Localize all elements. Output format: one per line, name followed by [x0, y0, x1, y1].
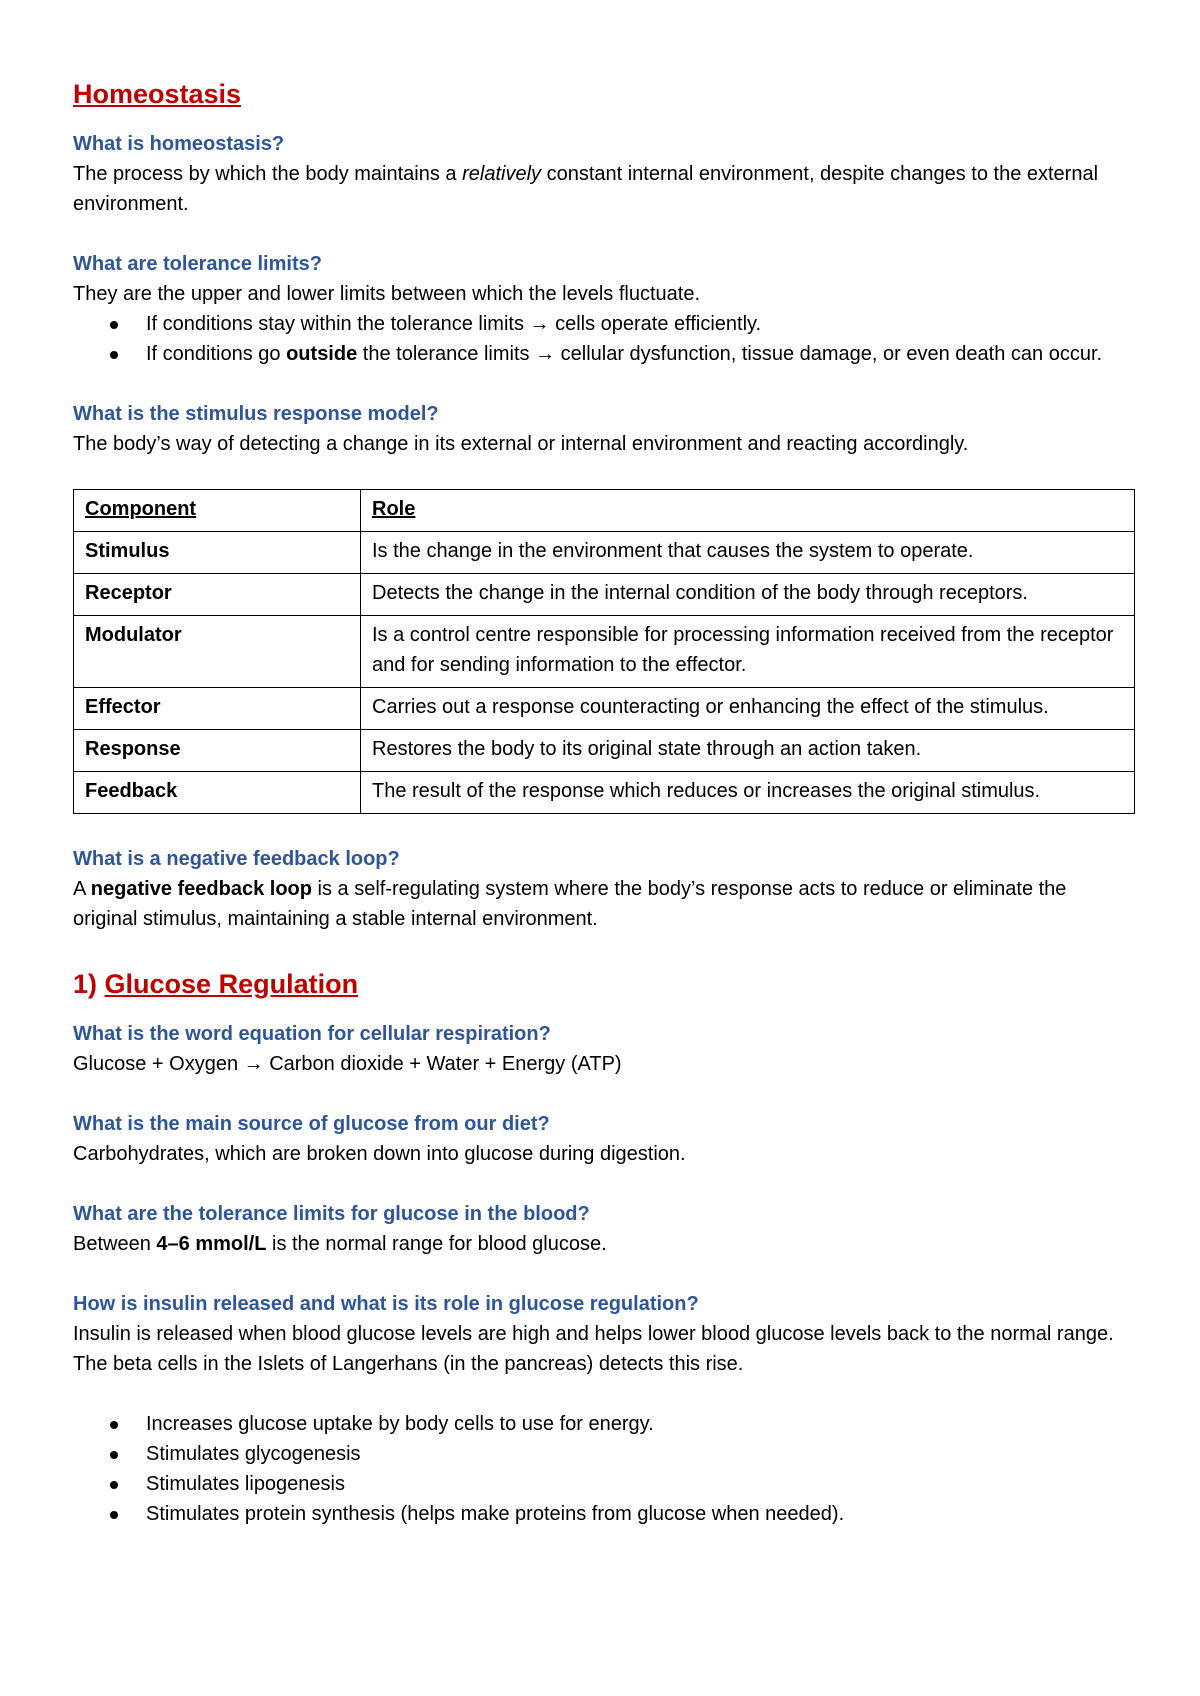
- list-item-bold-text: outside: [286, 343, 358, 365]
- table-cell-component: Feedback: [74, 772, 361, 814]
- answer-text: constant internal environment, despite changes to the external environment.: [73, 163, 1099, 215]
- table-cell-role: The result of the response which reduces or increases the original stimulus.: [361, 772, 1135, 814]
- answer-text: Between: [73, 1233, 157, 1255]
- arrow-icon: →: [529, 313, 550, 335]
- question-glucose-tolerance: What are the tolerance limits for glucose in the blood?: [73, 1203, 590, 1225]
- answer-respiration-equation: Glucose + Oxygen → Carbon dioxide + Water + Energy (ATP): [73, 1053, 622, 1075]
- table-cell-component: Stimulus: [74, 532, 361, 574]
- section-title: Glucose Regulation: [104, 969, 359, 999]
- answer-negative-feedback: [73, 874, 1133, 934]
- list-item-text: cellular dysfunction, tissue damage, or even death can occur.: [555, 343, 1103, 365]
- table-cell-role: Is a control centre responsible for processing information received from the receptor and for sending information to the effector.: [361, 616, 1135, 688]
- list-item-text: Increases glucose uptake by body cells to use for energy.: [146, 1413, 654, 1435]
- answer-glucose-tolerance: [73, 1229, 1133, 1259]
- list-item: [73, 1409, 1133, 1439]
- question-homeostasis: What is homeostasis?: [73, 133, 285, 155]
- list-item-text: Stimulates glycogenesis: [146, 1443, 361, 1465]
- answer-bold-text: negative feedback loop: [90, 878, 312, 900]
- tolerance-bullet-list: [73, 309, 1133, 369]
- bullet-icon: [110, 1511, 118, 1519]
- question-glucose-source: What is the main source of glucose from our diet?: [73, 1113, 550, 1135]
- bullet-icon: [110, 321, 118, 329]
- answer-text: is the normal range for blood glucose.: [266, 1233, 607, 1255]
- question-negative-feedback: What is a negative feedback loop?: [73, 848, 400, 870]
- table-header-row: [74, 490, 1135, 532]
- table-row: [74, 772, 1135, 814]
- answer-italic-text: relatively: [462, 163, 542, 185]
- bullet-icon: [110, 1421, 118, 1429]
- answer-text: A: [73, 878, 91, 900]
- answer-bold-text: 4–6 mmol/L: [156, 1233, 267, 1255]
- table-cell-role: Restores the body to its original state through an action taken.: [361, 730, 1135, 772]
- table-cell-component: Response: [74, 730, 361, 772]
- table-row: [74, 616, 1135, 688]
- answer-tolerance-limits: They are the upper and lower limits between which the levels fluctuate.: [73, 283, 701, 305]
- table-cell-component: Receptor: [74, 574, 361, 616]
- list-item-text: cells operate efficiently.: [549, 313, 762, 335]
- table-row: [74, 688, 1135, 730]
- list-item: [73, 339, 1133, 369]
- answer-homeostasis: [73, 159, 1133, 219]
- table-row: [74, 532, 1135, 574]
- section-number: 1): [73, 969, 98, 999]
- table-header-component: Component: [74, 490, 361, 532]
- list-item-text: If conditions go: [146, 343, 287, 365]
- table-row: [74, 730, 1135, 772]
- stimulus-response-table: [73, 489, 1135, 814]
- list-item: [73, 1439, 1133, 1469]
- document-content: [73, 74, 1133, 1529]
- table-cell-component: Modulator: [74, 616, 361, 688]
- table-row: [74, 574, 1135, 616]
- list-item: [73, 1499, 1133, 1529]
- bullet-icon: [110, 1451, 118, 1459]
- question-respiration-equation: What is the word equation for cellular respiration?: [73, 1023, 551, 1045]
- section-heading-glucose-regulation: [73, 964, 1133, 1004]
- list-item: [73, 309, 1133, 339]
- table-cell-role: Carries out a response counteracting or enhancing the effect of the stimulus.: [361, 688, 1135, 730]
- answer-text: The process by which the body maintains a: [73, 163, 463, 185]
- insulin-bullet-list: [73, 1409, 1133, 1529]
- bullet-icon: [110, 1481, 118, 1489]
- list-item-text: the tolerance limits: [357, 343, 536, 365]
- bullet-icon: [110, 351, 118, 359]
- list-item: [73, 1469, 1133, 1499]
- question-tolerance-limits: What are tolerance limits?: [73, 253, 322, 275]
- answer-text: is a self-regulating system where the body’s response acts to reduce or eliminate the original stimulus, maintaining a stable internal environment.: [73, 878, 1067, 930]
- list-item-text: If conditions stay within the tolerance limits: [146, 313, 530, 335]
- page-title: Homeostasis: [73, 79, 242, 109]
- answer-glucose-source: Carbohydrates, which are broken down into glucose during digestion.: [73, 1143, 686, 1165]
- answer-insulin: Insulin is released when blood glucose levels are high and helps lower blood glucose levels back to the normal range. The beta cells in the Islets of Langerhans (in the pancreas) detects this rise.: [73, 1323, 1114, 1375]
- question-stimulus-response: What is the stimulus response model?: [73, 403, 439, 425]
- list-item-text: Stimulates protein synthesis (helps make proteins from glucose when needed).: [146, 1503, 845, 1525]
- table-cell-role: Detects the change in the internal condition of the body through receptors.: [361, 574, 1135, 616]
- table-cell-role: Is the change in the environment that causes the system to operate.: [361, 532, 1135, 574]
- answer-stimulus-response: The body’s way of detecting a change in its external or internal environment and reacting accordingly.: [73, 433, 969, 455]
- arrow-icon: →: [535, 343, 556, 365]
- table-cell-component: Effector: [74, 688, 361, 730]
- table-header-role: Role: [361, 490, 1135, 532]
- list-item-text: Stimulates lipogenesis: [146, 1473, 345, 1495]
- question-insulin: How is insulin released and what is its role in glucose regulation?: [73, 1293, 699, 1315]
